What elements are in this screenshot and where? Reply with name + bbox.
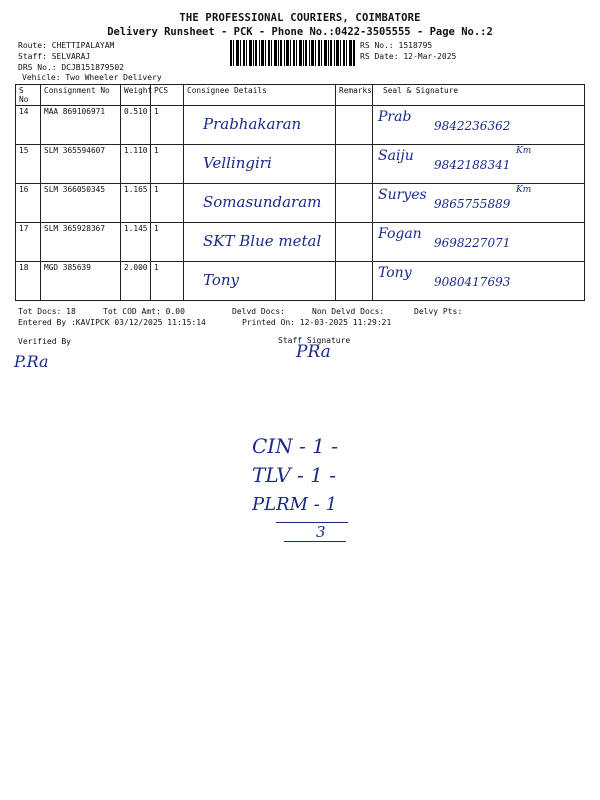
consignee-handwriting: Somasundaram <box>203 193 322 211</box>
cell-weight: 1.145 <box>121 223 151 262</box>
cell-sno: 15 <box>16 145 41 184</box>
signature-scrawl: Saiju <box>378 148 414 164</box>
header-signature: Seal & Signature <box>373 85 585 106</box>
document-title: THE PROFESSIONAL COURIERS, COIMBATORE <box>179 12 421 24</box>
cell-remarks <box>336 145 373 184</box>
verified-by-label: Verified By <box>18 337 71 346</box>
cell-signature <box>373 262 585 301</box>
cell-weight: 2.000 <box>121 262 151 301</box>
cell-consignment: SLM 365594607 <box>41 145 121 184</box>
runsheet-table <box>15 84 585 301</box>
header-sno: S No <box>16 85 41 106</box>
staff-label: Staff: SELVARAJ <box>18 52 91 61</box>
signature-note: Km <box>516 185 532 195</box>
cell-consignment: SLM 366050345 <box>41 184 121 223</box>
cell-pcs: 1 <box>151 106 184 145</box>
signature-phone: 9842188341 <box>434 158 511 172</box>
cell-weight: 0.510 <box>121 106 151 145</box>
table-row <box>16 223 585 262</box>
vehicle-label: Vehicle: Two Wheeler Delivery <box>22 73 162 82</box>
rs-number: RS No.: 1518795 <box>360 41 433 50</box>
staff-signature: PRa <box>296 342 331 362</box>
total-docs: Tot Docs: 18 <box>18 307 76 316</box>
cell-weight: 1.165 <box>121 184 151 223</box>
signature-scrawl: Prab <box>378 109 412 125</box>
signature-phone: 9865755889 <box>434 197 511 211</box>
cell-pcs: 1 <box>151 223 184 262</box>
signature-scrawl: Fogan <box>378 226 422 242</box>
header-remarks: Remarks <box>336 85 373 106</box>
cell-signature <box>373 106 585 145</box>
header-weight: Weight <box>121 85 151 106</box>
cell-remarks <box>336 184 373 223</box>
signature-phone: 9698227071 <box>434 236 511 250</box>
total-underline <box>276 522 348 523</box>
consignee-handwriting: Tony <box>203 271 240 289</box>
delivery-points: Delvy Pts: <box>414 307 463 316</box>
signature-phone: 9842236362 <box>434 119 511 133</box>
total-cod-amount: Tot COD Amt: 0.00 <box>103 307 185 316</box>
note-line-3: PLRM - 1 <box>252 494 338 515</box>
drs-number: DRS No.: DCJB151879502 <box>18 63 124 72</box>
cell-signature <box>373 184 585 223</box>
cell-consignment: MAA 869106971 <box>41 106 121 145</box>
table-row <box>16 145 585 184</box>
header-consignee: Consignee Details <box>184 85 336 106</box>
note-total: 3 <box>316 523 326 541</box>
verified-signature: P.Ra <box>14 352 49 371</box>
consignee-handwriting: Prabhakaran <box>203 115 302 133</box>
total-double-underline <box>284 541 346 542</box>
entered-by: Entered By :KAVIPCK 03/12/2025 11:15:14 <box>18 318 206 327</box>
cell-consignment: MGD 385639 <box>41 262 121 301</box>
cell-signature <box>373 145 585 184</box>
cell-pcs: 1 <box>151 145 184 184</box>
header-pcs: PCS <box>151 85 184 106</box>
cell-consignee <box>184 184 336 223</box>
cell-consignee <box>184 106 336 145</box>
cell-remarks <box>336 106 373 145</box>
signature-scrawl: Suryes <box>378 187 427 203</box>
cell-weight: 1.110 <box>121 145 151 184</box>
note-line-2: TLV - 1 - <box>252 463 337 487</box>
non-delivered-docs: Non Delvd Docs: <box>312 307 385 316</box>
staff-signature-label: Staff Signature <box>278 336 351 345</box>
document-subtitle: Delivery Runsheet - PCK - Phone No.:0422-3505555 - Page No.:2 <box>107 26 493 38</box>
cell-signature <box>373 223 585 262</box>
barcode-image <box>230 40 355 66</box>
signature-note: Km <box>516 146 532 156</box>
signature-phone: 9080417693 <box>434 275 511 289</box>
consignee-handwriting: Vellingiri <box>203 154 272 172</box>
note-line-1: CIN - 1 - <box>252 434 339 458</box>
table-header-row <box>16 85 585 106</box>
table-row <box>16 184 585 223</box>
route-label: Route: CHETTIPALAYAM <box>18 41 115 50</box>
cell-remarks <box>336 223 373 262</box>
cell-pcs: 1 <box>151 184 184 223</box>
header-consignment: Consignment No <box>41 85 121 106</box>
cell-consignee <box>184 223 336 262</box>
rs-date: RS Date: 12-Mar-2025 <box>360 52 457 61</box>
cell-sno: 18 <box>16 262 41 301</box>
cell-remarks <box>336 262 373 301</box>
cell-pcs: 1 <box>151 262 184 301</box>
cell-consignee <box>184 262 336 301</box>
consignee-handwriting: SKT Blue metal <box>203 232 322 250</box>
table-row <box>16 262 585 301</box>
delivered-docs: Delvd Docs: <box>232 307 285 316</box>
cell-consignment: SLM 365928367 <box>41 223 121 262</box>
printed-on: Printed On: 12-03-2025 11:29:21 <box>242 318 392 327</box>
cell-sno: 17 <box>16 223 41 262</box>
cell-sno: 16 <box>16 184 41 223</box>
signature-scrawl: Tony <box>378 265 412 281</box>
table-row <box>16 106 585 145</box>
cell-consignee <box>184 145 336 184</box>
cell-sno: 14 <box>16 106 41 145</box>
